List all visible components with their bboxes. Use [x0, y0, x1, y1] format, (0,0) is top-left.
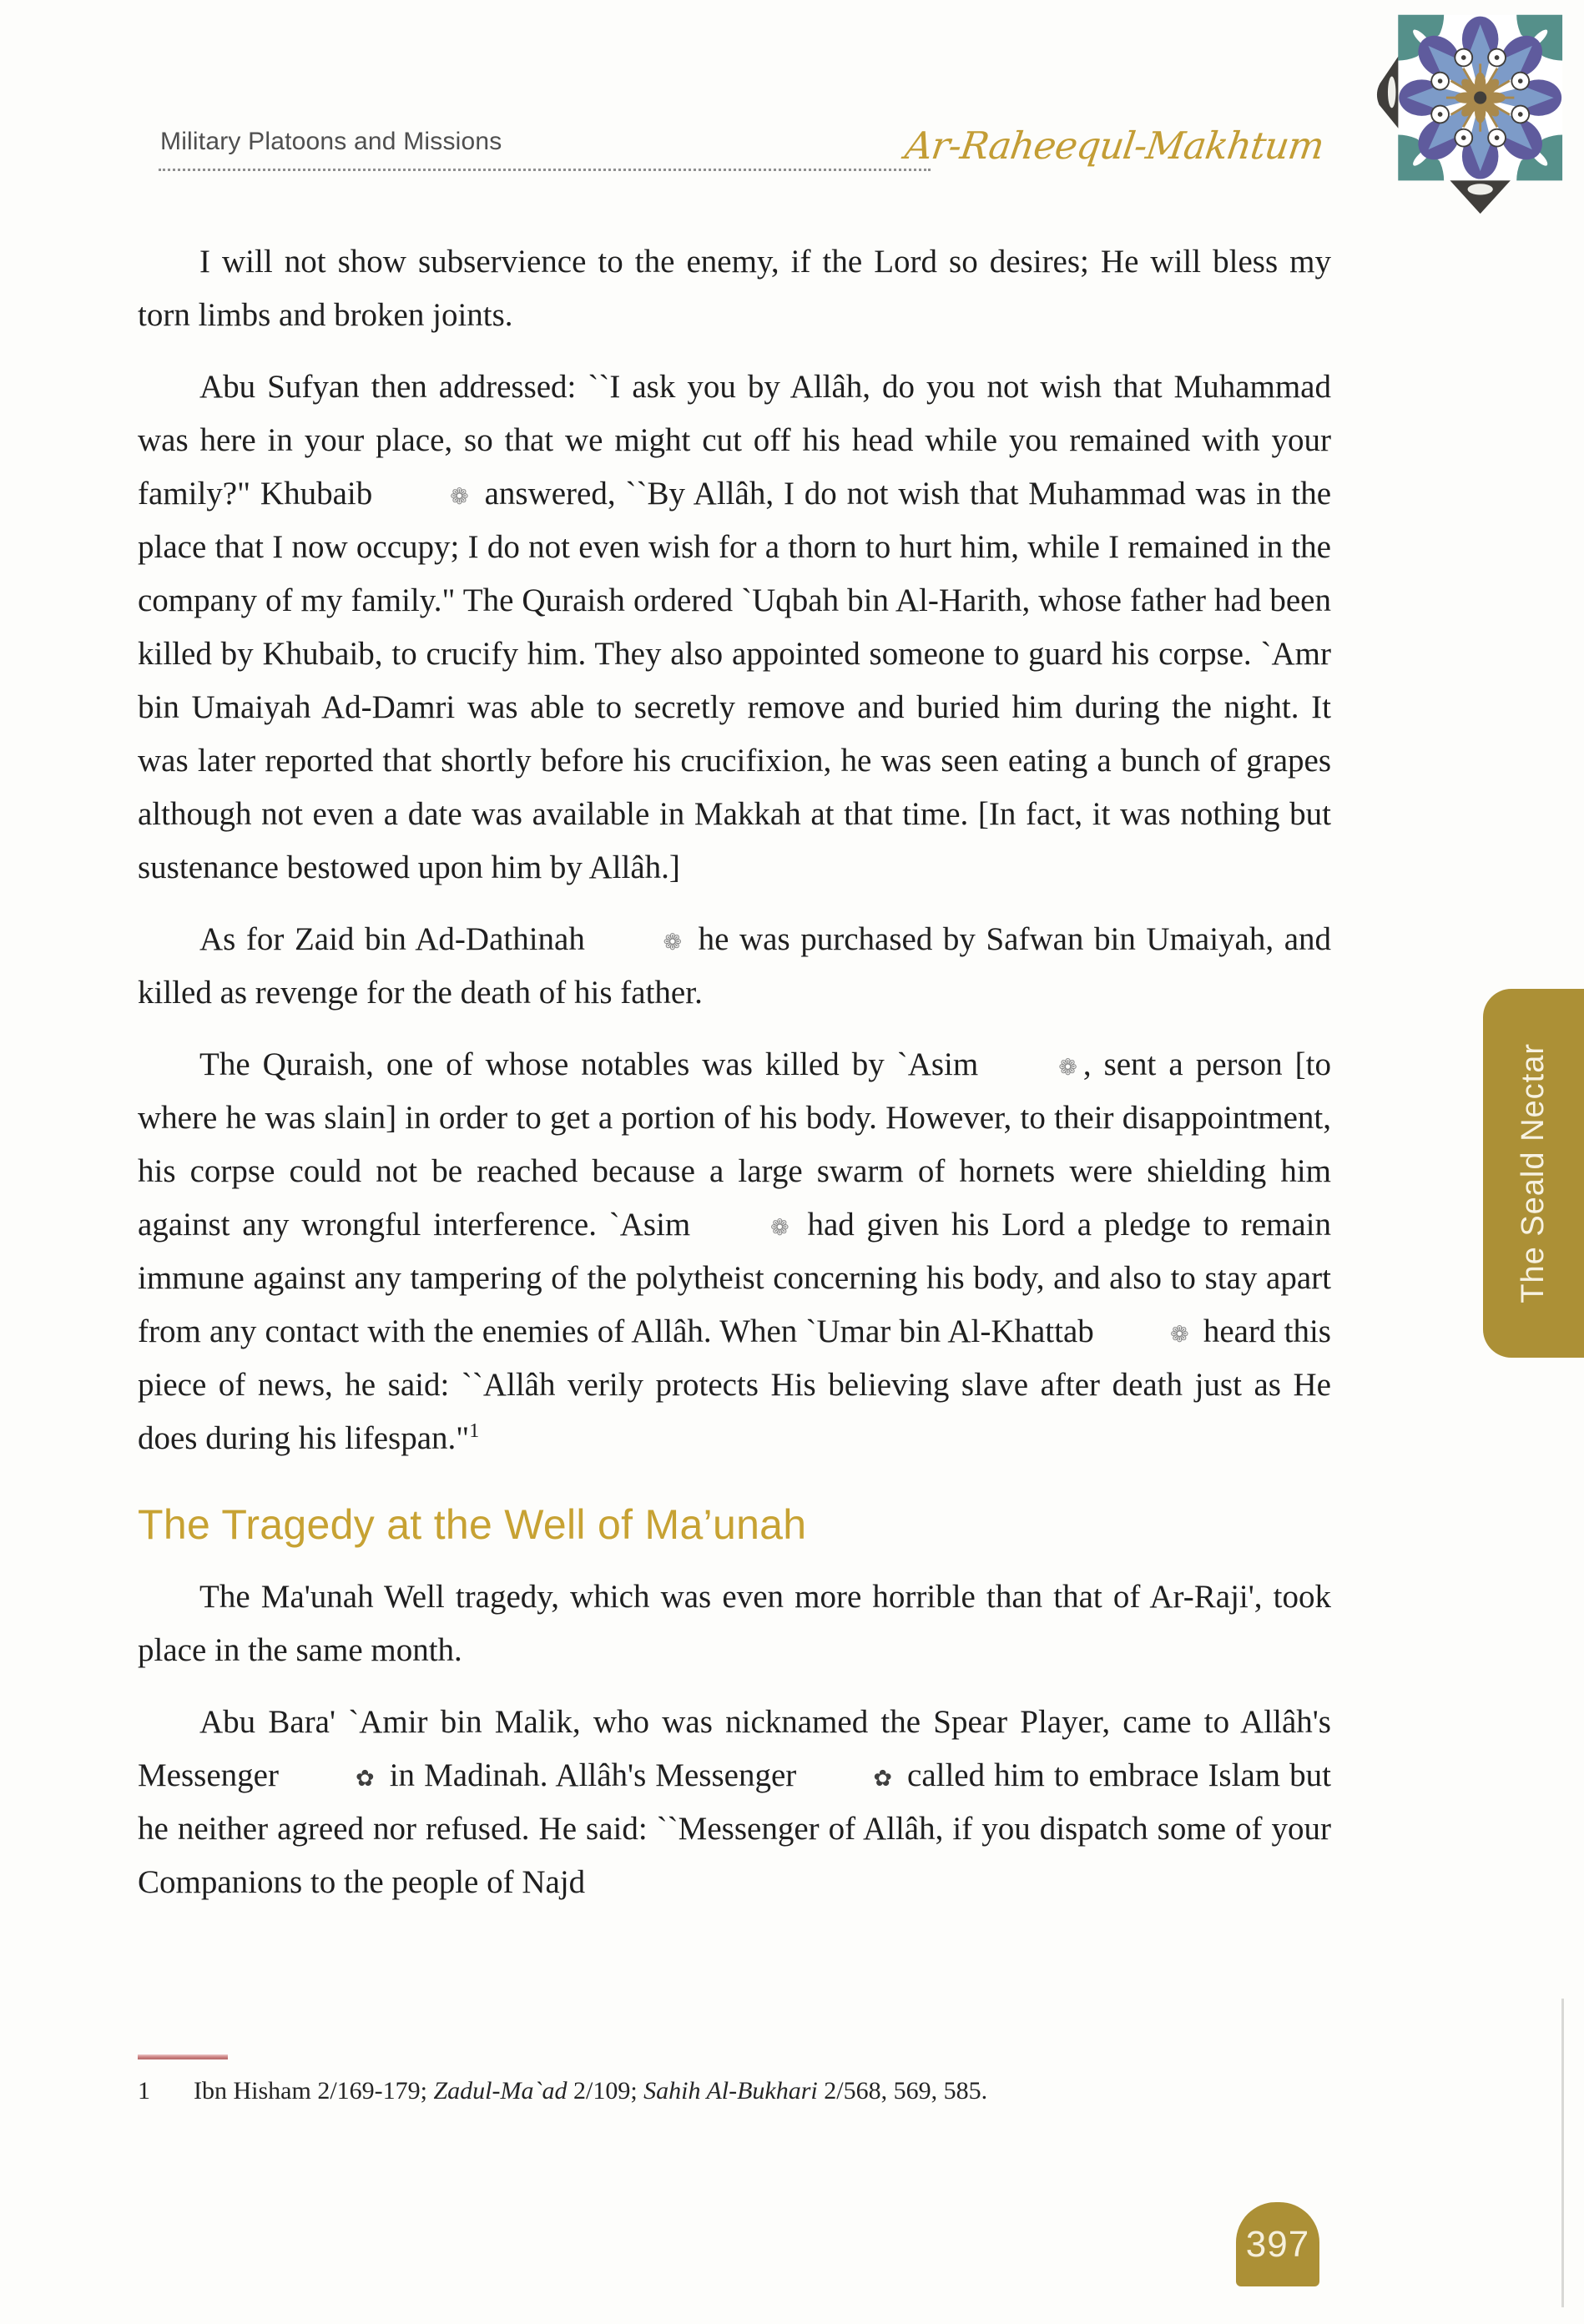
saw-honorific-icon: ✿	[356, 1766, 375, 1791]
book-title-calligraphy: Ar-Raheequl-Makhtum	[902, 124, 1327, 168]
ra-honorific-icon: ❁	[1170, 1322, 1189, 1347]
page-number-badge	[1236, 2202, 1319, 2286]
paragraph: The Ma'unah Well tragedy, which was even more horrible than that of Ar-Raji', took place in the same month.	[138, 1579, 1331, 1668]
ra-honorific-icon: ❁	[450, 484, 469, 509]
ra-honorific-icon: ❁	[1058, 1055, 1077, 1080]
footnote-text: Ibn Hisham 2/169-179; Zadul-Ma`ad 2/109; Sahih Al-Bukhari 2/568, 569, 585.	[194, 2077, 988, 2105]
islamic-geometric-ornament-icon	[1373, 10, 1578, 217]
paragraph: As for Zaid bin Ad-Dathinah ❁ he was purchased by Safwan bin Umaiyah, and killed as revenge for the death of his father.	[138, 921, 1331, 1011]
paragraph: Abu Bara' `Amir bin Malik, who was nicknamed the Spear Player, came to Allâh's Messenger ✿ in Madinah. Allâh's Messenger ✿ called him to embrace Islam but he neither agreed nor refused. He said: ``Messenger of Allâh, if you dispatch some of your Companions to the people of Najd	[138, 1704, 1331, 1900]
section-heading: The Tragedy at the Well of Ma’unah	[138, 1501, 807, 1548]
ra-honorific-icon: ❁	[770, 1215, 789, 1240]
footnote-ref: 1	[469, 1420, 480, 1442]
paragraphs-before-heading	[138, 235, 1331, 1465]
body-text	[138, 235, 1331, 1928]
footnote-rule	[138, 2054, 228, 2059]
paragraph: Abu Sufyan then addressed: ``I ask you by Allâh, do you not wish that Muhammad was here in your place, so that we might cut off his head while you remained with your family?" Khubaib ❁ answered, ``By Allâh, I do not wish that Muhammad was in the place that I now occupy; I do not even wish for a thorn to hurt him, while I remained in the company of my family." The Quraish ordered `Uqbah bin Al-Harith, whose father had been killed by Khubaib, to crucify him. They also appointed someone to guard his corpse. `Amr bin Umaiyah Ad-Damri was able to secretly remove and buried him during the night. It was later reported that shortly before his crucifixion, he was seen eating a bunch of grapes although not even a date was available in Makkah at that time. [In fact, it was nothing but sustenance bestowed upon him by Allâh.]	[138, 369, 1332, 885]
footnote	[138, 2074, 1339, 2108]
ra-honorific-icon: ❁	[663, 930, 683, 955]
saw-honorific-icon: ✿	[873, 1766, 892, 1791]
page-number: 397	[1245, 2223, 1310, 2265]
paragraphs-after-heading	[138, 1570, 1331, 1909]
paragraph: The Quraish, one of whose notables was killed by `Asim ❁ , sent a person [to where he was slain] in order to get a portion of his body. However, to their disappointment, his corpse could not be reached because a large swarm of hornets were shielding him against any wrongful interference. `Asim ❁ had given his Lord a pledge to remain immune against any tampering of the polytheist concerning his body, and also to stay apart from any contact with the enemies of Allâh. When `Umar bin Al-Khattab ❁ heard this piece of news, he said: ``Allâh verily protects His believing slave after death just as He does during his lifespan."$^1$	[138, 1046, 1331, 1456]
edge-tab-book-title	[1483, 989, 1584, 1358]
running-header-section-title: Military Platoons and Missions	[160, 128, 502, 155]
scanned-page-edge-line	[1561, 1999, 1564, 2307]
paragraph: I will not show subservience to the enemy, if the Lord so desires; He will bless my torn limbs and broken joints.	[138, 244, 1331, 333]
footnote-number: 1	[138, 2077, 150, 2105]
edge-tab-label: The Seald Nectar	[1516, 1043, 1551, 1303]
header-dotted-rule	[159, 157, 931, 171]
